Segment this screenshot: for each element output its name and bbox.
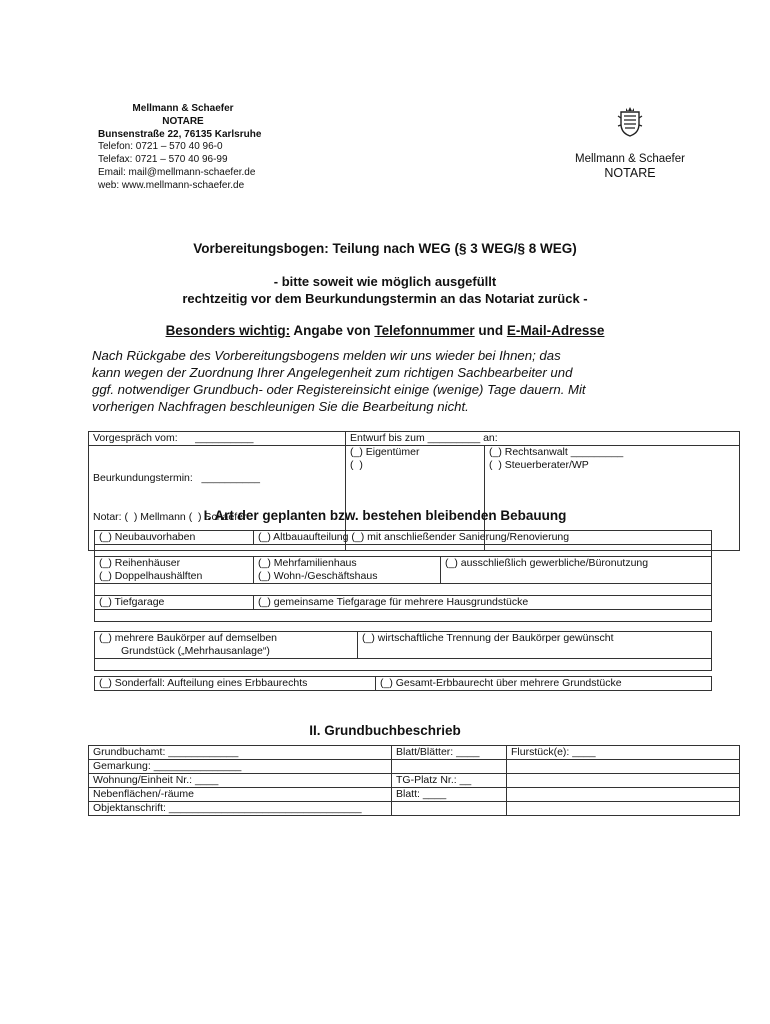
entwurf-field[interactable]: Entwurf bis zum _________ an: [346, 432, 740, 446]
empty-cell [507, 760, 740, 774]
tg-platz-field[interactable]: TG-Platz Nr.: __ [392, 774, 507, 788]
neubau-checkbox[interactable]: (_) Neubauvorhaben [95, 531, 254, 545]
gesamt-erbbaurecht-checkbox[interactable]: (_) Gesamt-Erbbaurecht über mehrere Grundstücke [376, 677, 712, 691]
firm-phone: Telefon: 0721 – 570 40 96-0 [98, 141, 223, 153]
subtitle-line-1: - bitte soweit wie möglich ausgefüllt [273, 274, 497, 289]
section-2-title: II. Grundbuchbeschrieb [309, 723, 461, 738]
wohn-geschaeftshaus-checkbox[interactable]: (_) Wohn-/Geschäftshaus [258, 570, 378, 582]
important-text-2: und [474, 323, 507, 338]
notice-line: ggf. notwendiger Grundbuch- oder Registereinsicht einige (wenige) Tage dauern. Mit [92, 382, 586, 397]
section-1-title: I. Art der geplanten bzw. bestehen bleibenden Bebauung [203, 508, 567, 523]
spacer-row [95, 545, 712, 557]
land-register-table [88, 745, 740, 816]
empty-cell [392, 802, 507, 816]
subtitle-line-2: rechtzeitig vor dem Beurkundungstermin an das Notariat zurück - [182, 291, 588, 306]
firm-web: web: www.mellmann-schaefer.de [98, 179, 245, 191]
tiefgarage-checkbox[interactable]: (_) Tiefgarage [95, 596, 254, 610]
eigentuemer-checkbox[interactable]: (_) Eigentümer [350, 446, 420, 458]
notice-line: Nach Rückgabe des Vorbereitungsbogens melden wir uns wieder bei Ihnen; das [92, 348, 561, 363]
firm-fax: Telefax: 0721 – 570 40 96-99 [98, 154, 228, 166]
document-title: Vorbereitungsbogen: Teilung nach WEG (§ 3 WEG/§ 8 WEG) [193, 241, 577, 256]
firm-name-right: Mellmann & Schaefer [575, 153, 685, 165]
objektanschrift-field[interactable]: Objektanschrift: _________________________________ [89, 802, 392, 816]
important-text-1: Angabe von [290, 323, 375, 338]
multi-family-cell[interactable] [254, 557, 441, 584]
spacer-row [95, 610, 712, 622]
reihenhaeuser-checkbox[interactable]: (_) Reihenhäuser [99, 557, 181, 569]
letterhead-right [555, 106, 705, 180]
altbau-checkbox[interactable]: (_) Altbauaufteilung (_) mit anschließender Sanierung/Renovierung [254, 531, 712, 545]
steuerberater-checkbox[interactable]: ( ) Steuerberater/WP [489, 459, 589, 471]
blatt-blaetter-field[interactable]: Blatt/Blätter: ____ [392, 746, 507, 760]
empty-option[interactable]: ( ) [350, 459, 363, 471]
firm-name: Mellmann & Schaefer [132, 103, 234, 114]
spacer-row [95, 659, 712, 671]
important-lead: Besonders wichtig: [165, 323, 291, 338]
coat-of-arms-icon [617, 106, 643, 138]
mehrhausanlage-checkbox[interactable] [95, 632, 358, 659]
beurkundung-label: Beurkundungstermin: __________ [93, 472, 260, 484]
mehrhausanlage-line-2: Grundstück („Mehrhausanlage“) [121, 645, 270, 657]
rechtsanwalt-checkbox[interactable]: (_) Rechtsanwalt _________ [489, 446, 624, 458]
gemarkung-field[interactable]: Gemarkung: _______________ [89, 760, 392, 774]
house-type-cell[interactable] [95, 557, 254, 584]
empty-cell [507, 802, 740, 816]
firm-subtitle-right: NOTARE [604, 166, 656, 180]
empty-cell [507, 774, 740, 788]
document-subtitle [0, 273, 770, 307]
empty-cell [392, 760, 507, 774]
notice-line: kann wegen der Zuordnung Ihrer Angelegenheit zum richtigen Sachbearbeiter und [92, 365, 573, 380]
grundbuchamt-field[interactable]: Grundbuchamt: ____________ [89, 746, 392, 760]
important-phone: Telefonnummer [374, 323, 475, 338]
spacer-row [95, 584, 712, 596]
notar-selection[interactable]: Notar: ( ) Mellmann ( ) Schaefer [93, 511, 247, 523]
notice-paragraph [92, 347, 692, 415]
building-type-table-a [94, 530, 712, 622]
notice-line: vorherigen Nachfragen beschleunigen Sie die Bearbeitung nicht. [92, 399, 469, 414]
firm-address: Bunsenstraße 22, 76135 Karlsruhe [98, 128, 262, 140]
firm-email: Email: mail@mellmann-schaefer.de [98, 166, 256, 178]
important-email: E-Mail-Adresse [506, 323, 605, 338]
mehrfamilienhaus-checkbox[interactable]: (_) Mehrfamilienhaus [258, 557, 357, 569]
nebenflaechen-field[interactable]: Nebenflächen/-räume [89, 788, 392, 802]
gemeinsame-tiefgarage-checkbox[interactable]: (_) gemeinsame Tiefgarage für mehrere Hausgrundstücke [254, 596, 712, 610]
firm-subtitle: NOTARE [162, 115, 204, 127]
empty-cell [507, 788, 740, 802]
wohnung-field[interactable]: Wohnung/Einheit Nr.: ____ [89, 774, 392, 788]
gewerbe-checkbox[interactable]: (_) ausschließlich gewerbliche/Büronutzung [441, 557, 712, 584]
erbbaurecht-table [94, 676, 712, 691]
doppelhaushaelften-checkbox[interactable]: (_) Doppelhaushälften [99, 570, 203, 582]
mehrhausanlage-line-1: (_) mehrere Baukörper auf demselben [99, 632, 278, 644]
blatt-field[interactable]: Blatt: ____ [392, 788, 507, 802]
trennung-checkbox[interactable]: (_) wirtschaftliche Trennung der Baukörper gewünscht [358, 632, 712, 659]
important-note [0, 323, 770, 338]
letterhead-left [98, 103, 268, 193]
vorgespraech-field[interactable]: Vorgespräch vom: __________ [89, 432, 346, 446]
flurstueck-field[interactable]: Flurstück(e): ____ [507, 746, 740, 760]
sonderfall-checkbox[interactable]: (_) Sonderfall: Aufteilung eines Erbbaurechts [95, 677, 376, 691]
building-type-table-b [94, 631, 712, 671]
